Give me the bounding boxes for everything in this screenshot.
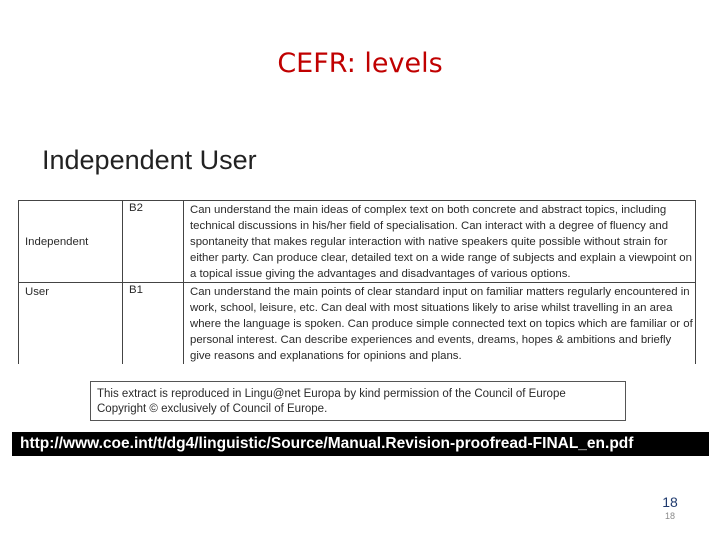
source-url-link[interactable]: http://www.coe.int/t/dg4/linguistic/Source/Manual.Revision-proofread-FINAL_en.pdf (12, 432, 709, 456)
page-number-small: 18 (664, 511, 675, 521)
copyright-line: Copyright © exclusively of Council of Europe. (97, 403, 328, 415)
slide-title: CEFR: levels (277, 48, 443, 79)
table-row (19, 201, 696, 283)
copyright-notice (90, 381, 626, 421)
page-number: 18 (662, 494, 678, 510)
table-row (19, 283, 696, 365)
category-label-bottom: User (19, 283, 123, 365)
slide-subtitle: Independent User (42, 145, 257, 175)
level-description: Can understand the main points of clear standard input on familiar matters regularly encountered in work, school, leisure, etc. Can deal with most situations likely to arise whilst travelling in an area where the language is spoken. Can produce simple connected text on topics which are familiar or of personal interest. Can describe experiences and events, dreams, hopes & ambitions and briefly give reasons and explanations for opinions and plans. (184, 283, 696, 365)
category-label-top: Independent (19, 201, 123, 283)
cefr-levels-table (18, 200, 696, 364)
level-code: B2 (129, 202, 143, 214)
level-code: B1 (129, 284, 143, 296)
copyright-line: This extract is reproduced in Lingu@net Europa by kind permission of the Council of Europe (97, 388, 566, 400)
level-description: Can understand the main ideas of complex text on both concrete and abstract topics, including technical discussions in his/her field of specialisation. Can interact with a degree of fluency and spontaneity that makes regular interaction with native speakers quite possible without strain for either party. Can produce clear, detailed text on a wide range of subjects and explain a viewpoint on a topical issue giving the advantages and disadvantages of various options. (184, 201, 696, 283)
